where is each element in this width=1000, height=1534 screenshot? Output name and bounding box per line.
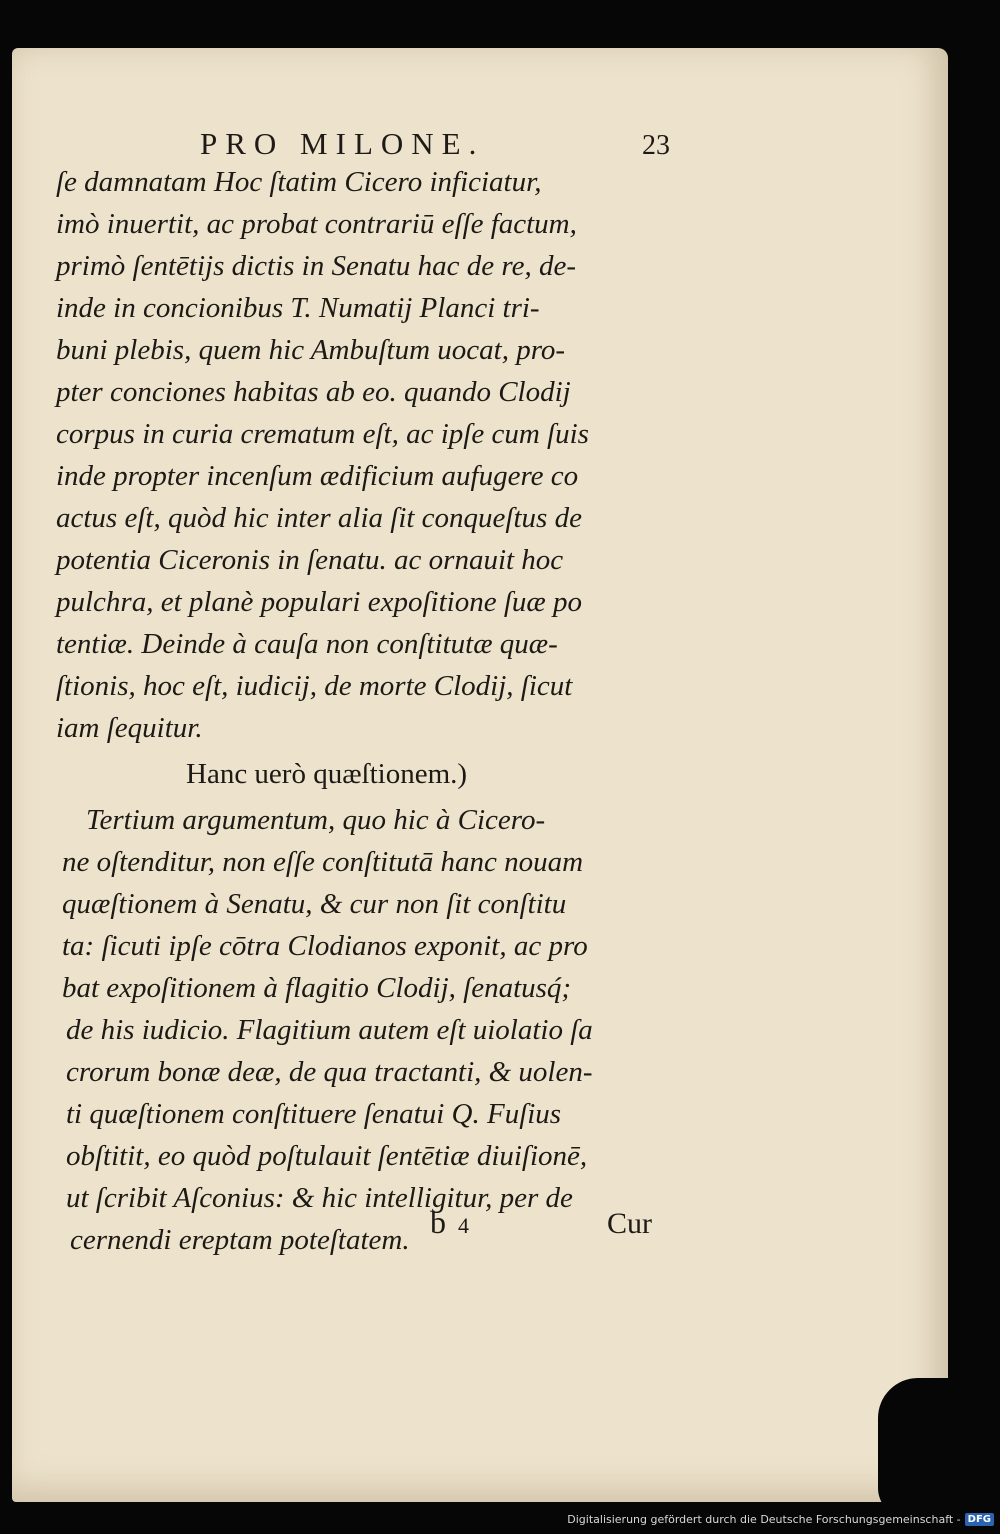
section-heading: Hanc uerò quæſtionem.) [186,758,468,790]
page-footer [430,1204,652,1241]
text-line: crorum bonæ deæ, de qua tractanti, & uolen- [66,1056,593,1088]
text-line: pter conciones habitas ab eo. quando Clodij [56,376,571,408]
text-line: cernendi ereptam poteſtatem. [70,1224,410,1256]
text-line: Tertium argumentum, quo hic à Cicero- [86,804,546,836]
credit-text: Digitalisierung gefördert durch die Deutsche Forschungsgemeinschaft - [567,1513,961,1526]
text-line: corpus in curia crematum eſt, ac ipſe cum ſuis [56,418,589,450]
page-number: 23 [642,130,670,161]
page-edge-damage [878,1378,948,1518]
text-line: tentiæ. Deinde à cauſa non conſtitutæ quæ- [56,628,558,660]
text-line: inde propter incenſum ædificium aufugere co [56,460,579,492]
text-line: actus eſt, quòd hic inter alia ſit conqueſtus de [56,502,582,534]
catchword: Cur [607,1207,652,1240]
running-title: PRO MILONE. [200,126,485,161]
text-line: ne oſtenditur, non eſſe conſtitutā hanc nouam [62,846,584,878]
text-line: quæſtionem à Senatu, & cur non ſit conſtitu [62,888,567,920]
text-line: ti quæſtionem conſtituere ſenatui Q. Fuſius [66,1098,562,1130]
text-line: primò ſentētijs dictis in Senatu hac de re, de- [56,250,577,282]
text-line: inde in concionibus T. Numatij Planci tri- [56,292,540,324]
text-line: potentia Ciceronis in ſenatu. ac ornauit hoc [56,544,564,576]
page-header [200,126,670,166]
digitization-credit [567,1513,994,1526]
text-line: bat expoſitionem à flagitio Clodij, ſenatusq́; [62,972,572,1004]
text-line: ſtionis, hoc eſt, iudicij, de morte Clodij, ſicut [56,670,573,702]
text-line: ta: ſicuti ipſe cōtra Clodianos exponit, ac pro [62,930,588,962]
text-line: iam ſequitur. [56,712,203,744]
text-line: buni plebis, quem hic Ambuſtum uocat, pro- [56,334,566,366]
signature-number: 4 [458,1213,469,1238]
text-line: imò inuertit, ac probat contrariū eſſe factum, [56,208,577,240]
text-line: de his iudicio. Flagitium autem eſt uiolatio ſa [66,1014,593,1046]
signature-mark [430,1204,469,1241]
text-line: ſe damnatam Hoc ſtatim Cicero inficiatur, [56,166,542,198]
text-line: pulchra, et planè populari expoſitione ſuæ po [56,586,582,618]
text-line: obſtitit, eo quòd poſtulauit ſentētiæ diuiſionē, [66,1140,588,1172]
text-line: ut ſcribit Aſconius: & hic intelligitur, per de [66,1182,573,1214]
signature-letter: b [430,1204,446,1240]
dfg-logo: DFG [965,1513,994,1526]
